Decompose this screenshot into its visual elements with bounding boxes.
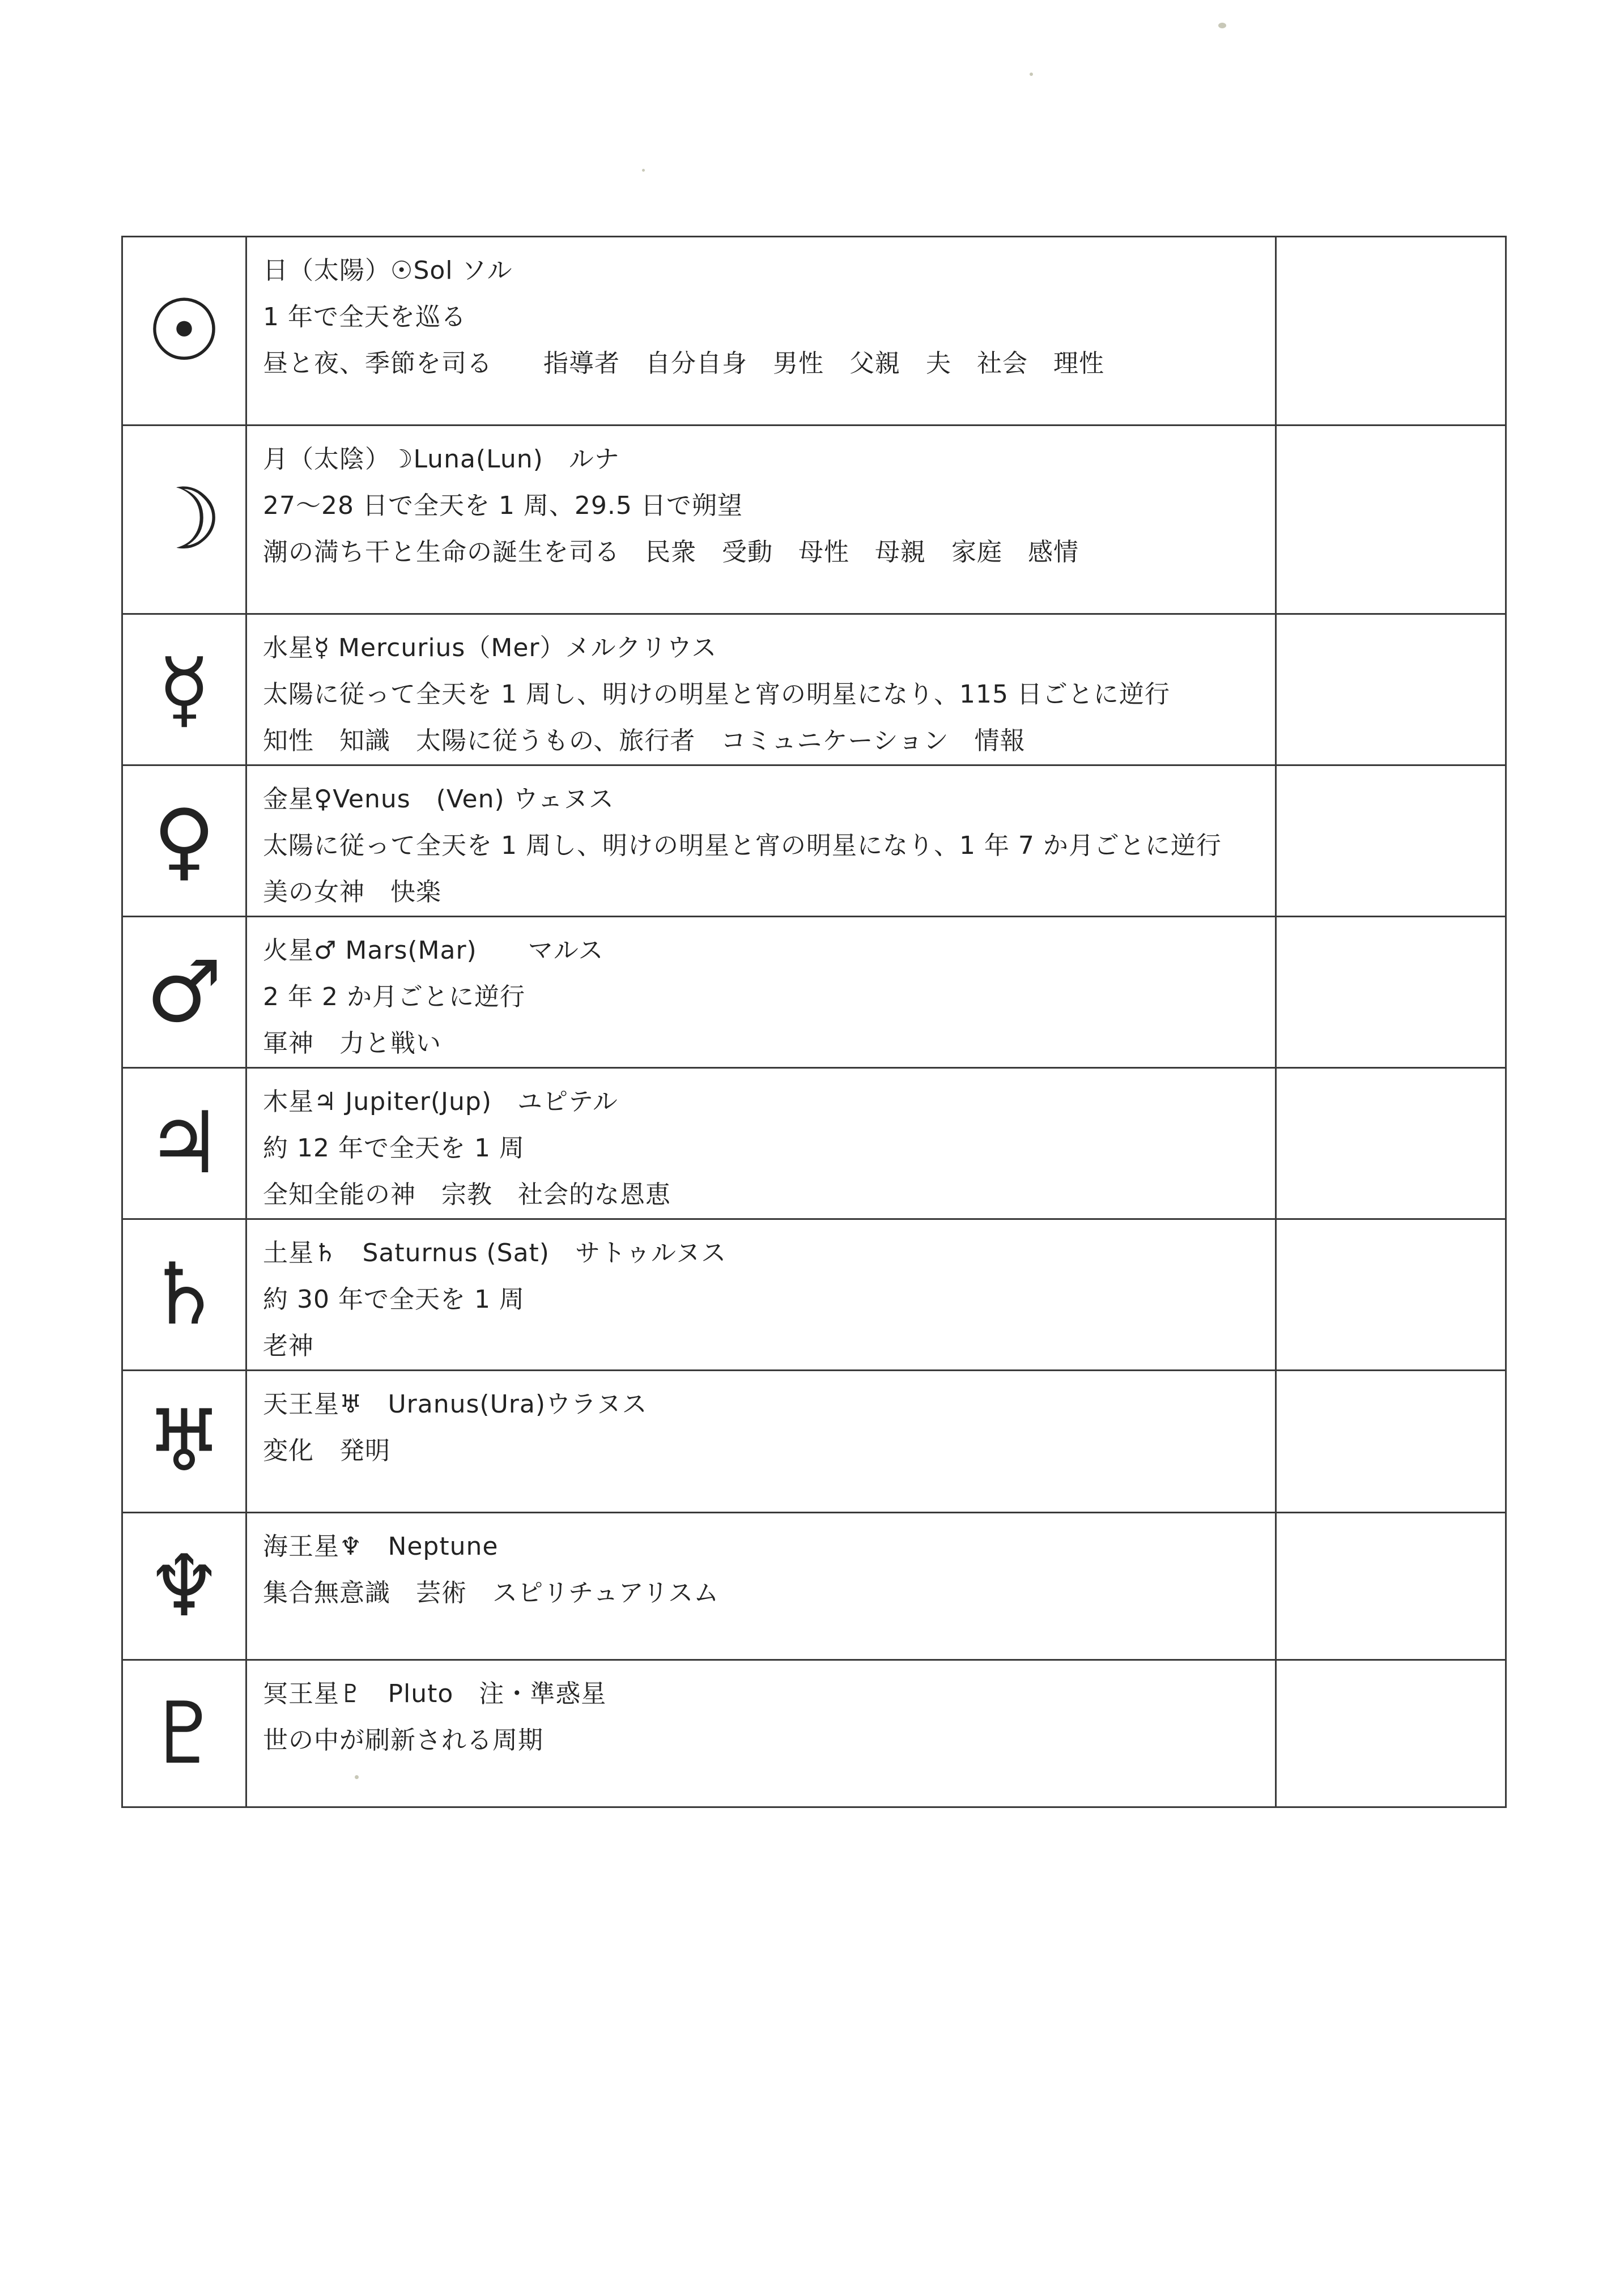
description-cell — [246, 1513, 1276, 1660]
description-line: 美の女神 快楽 — [263, 878, 441, 907]
planet-title: 冥王星♇ Pluto 注・準惑星 — [263, 1679, 607, 1708]
notes-cell — [1276, 1068, 1506, 1219]
table-row — [122, 614, 1506, 765]
description-cell — [246, 1660, 1276, 1807]
table-row — [122, 1371, 1506, 1513]
symbol-cell — [122, 1219, 246, 1371]
description-line: 老神 — [263, 1331, 314, 1360]
notes-cell — [1276, 426, 1506, 614]
planet-title: 月（太陰）☽Luna(Lun) ルナ — [263, 445, 620, 474]
planet-title: 海王星♆ Neptune — [263, 1532, 499, 1561]
table-row — [122, 1219, 1506, 1371]
description-cell — [246, 1371, 1276, 1513]
table-row — [122, 1513, 1506, 1660]
description-line: 全知全能の神 宗教 社会的な恩恵 — [263, 1180, 671, 1209]
table-row — [122, 1068, 1506, 1219]
description-line: 1 年で全天を巡る — [263, 303, 466, 331]
planet-title: 天王星♅ Uranus(Ura)ウラヌス — [263, 1390, 648, 1419]
notes-cell — [1276, 1219, 1506, 1371]
description-line: 約 30 年で全天を 1 周 — [263, 1285, 525, 1314]
planet-table — [121, 236, 1507, 1808]
description-line: 約 12 年で全天を 1 周 — [263, 1134, 525, 1163]
moon-symbol-icon: ☽ — [146, 470, 223, 569]
description-line: 変化 発明 — [263, 1436, 390, 1465]
symbol-cell — [122, 426, 246, 614]
table-row — [122, 1660, 1506, 1807]
planet-title: 水星☿ Mercurius（Mer）メルクリウス — [263, 633, 717, 662]
description-line: 27～28 日で全天を 1 周、29.5 日で朔望 — [263, 491, 743, 520]
description-cell — [246, 426, 1276, 614]
mars-symbol-icon: ♂ — [146, 943, 223, 1041]
description-cell — [246, 765, 1276, 917]
notes-cell — [1276, 614, 1506, 765]
planet-title: 土星♄ Saturnus (Sat) サトゥルヌス — [263, 1239, 727, 1267]
table-row — [122, 765, 1506, 917]
table-row — [122, 237, 1506, 426]
description-line: 太陽に従って全天を 1 周し、明けの明星と宵の明星になり、115 日ごとに逆行 — [263, 680, 1170, 709]
symbol-cell — [122, 1371, 246, 1513]
sun-symbol-icon: ☉ — [146, 282, 223, 380]
description-line: 2 年 2 か月ごとに逆行 — [263, 982, 525, 1011]
notes-cell — [1276, 1371, 1506, 1513]
pluto-symbol-icon: ♇ — [146, 1684, 223, 1783]
mercury-symbol-icon: ☿ — [158, 640, 211, 739]
uranus-symbol-icon: ♅ — [146, 1392, 223, 1491]
scan-speck — [642, 169, 645, 172]
description-cell — [246, 1219, 1276, 1371]
table-row — [122, 917, 1506, 1068]
description-line: 集合無意識 芸術 スピリチュアリスム — [263, 1579, 720, 1607]
neptune-symbol-icon: ♆ — [146, 1537, 223, 1636]
description-cell — [246, 917, 1276, 1068]
venus-symbol-icon: ♀ — [153, 792, 215, 890]
description-line: 太陽に従って全天を 1 周し、明けの明星と宵の明星になり、1 年 7 か月ごとに逆行 — [263, 831, 1222, 860]
symbol-cell — [122, 614, 246, 765]
description-line: 世の中が刷新される周期 — [263, 1726, 543, 1755]
symbol-cell — [122, 917, 246, 1068]
notes-cell — [1276, 765, 1506, 917]
saturn-symbol-icon: ♄ — [146, 1245, 223, 1344]
scan-speck — [1030, 73, 1033, 76]
notes-cell — [1276, 917, 1506, 1068]
symbol-cell — [122, 765, 246, 917]
notes-cell — [1276, 237, 1506, 426]
notes-cell — [1276, 1513, 1506, 1660]
notes-cell — [1276, 1660, 1506, 1807]
planet-title: 火星♂ Mars(Mar) マルス — [263, 936, 604, 965]
description-cell — [246, 614, 1276, 765]
planet-title: 木星♃ Jupiter(Jup) ユピテル — [263, 1087, 618, 1116]
planet-title: 金星♀Venus (Ven) ウェヌス — [263, 785, 614, 814]
symbol-cell — [122, 1660, 246, 1807]
jupiter-symbol-icon: ♃ — [146, 1094, 223, 1193]
description-line: 軍神 力と戦い — [263, 1029, 441, 1058]
scan-speck — [1218, 23, 1226, 28]
description-line: 知性 知識 太陽に従うもの、旅行者 コミュニケーション 情報 — [263, 726, 1026, 755]
description-line: 昼と夜、季節を司る 指導者 自分自身 男性 父親 夫 社会 理性 — [263, 349, 1104, 378]
description-cell — [246, 1068, 1276, 1219]
description-cell — [246, 237, 1276, 426]
symbol-cell — [122, 1513, 246, 1660]
symbol-cell — [122, 1068, 246, 1219]
planet-title: 日（太陽）☉Sol ソル — [263, 256, 513, 285]
symbol-cell — [122, 237, 246, 426]
table-row — [122, 426, 1506, 614]
description-line: 潮の満ち干と生命の誕生を司る 民衆 受動 母性 母親 家庭 感情 — [263, 538, 1079, 567]
